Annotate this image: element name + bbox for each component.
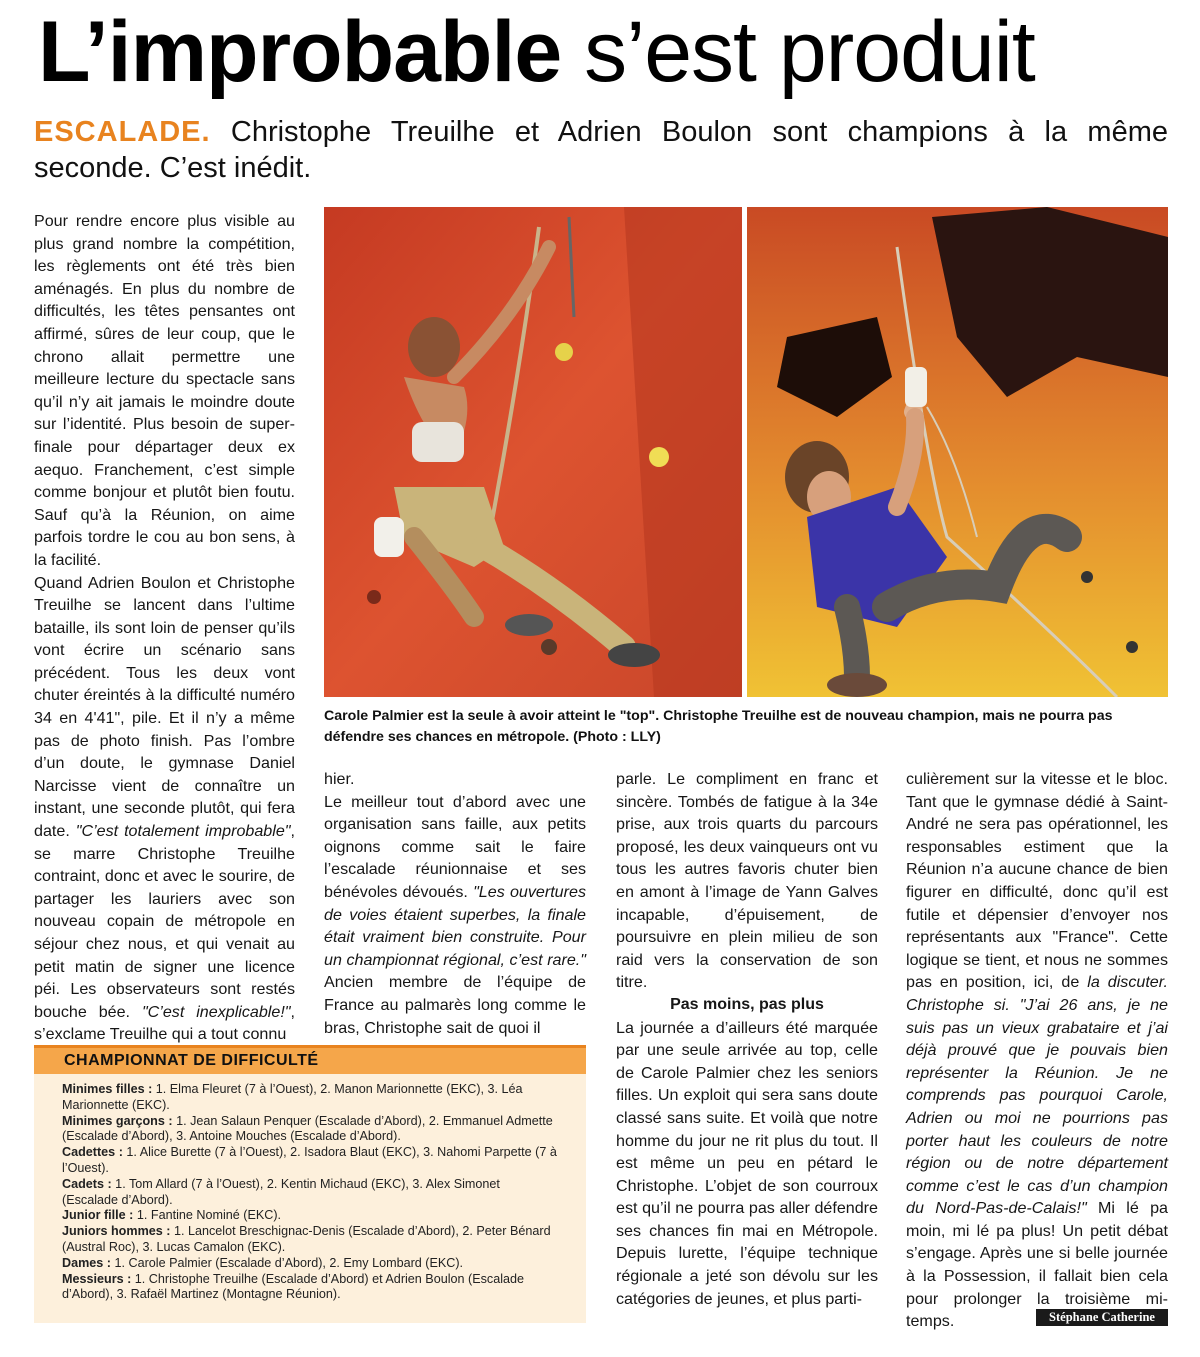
category: Minimes filles : (62, 1082, 153, 1096)
headline-strong: L’improbable (38, 4, 562, 100)
paragraph: La journée a d’ailleurs été marquée par une seule arrivée au top, celle de Carole Palmier chez les seniors filles. Un exploit qui sera sans doute classé sans suite. Et voilà que notre homme du jour ne rit plus du tout. Il est même un peu en pétard le Christophe. L’objet de son courroux est qu’il ne pourra pas aller défendre ses chances fin mai en Métropole. Depuis lurette, l’équipe technique régionale a jeté son dévolu sur les catégories de jeunes, et plus parti- (616, 1018, 878, 1308)
results-text: 1. Christophe Treuilhe (Escalade d’Abord) et Adrien Boulon (Escalade d’Abord), 3. Rafaël Martinez (Montagne Réunion). (62, 1271, 525, 1302)
category: Messieurs : (62, 1271, 132, 1286)
article-column-1 (34, 210, 295, 1046)
results-entry (62, 1224, 558, 1256)
category: Junior fille : (62, 1208, 134, 1223)
results-entry (62, 1177, 558, 1209)
headline (38, 2, 1168, 102)
text: Le meilleur tout d’abord avec une organisation sans faille, aux petits oignons comme sait le faire l’escalade réunionnaise et ses bénévoles dévoués. (324, 792, 586, 901)
results-text: 1. Tom Allard (7 à l’Ouest), 2. Kentin Michaud (EKC), 3. Alex Simonet (Escalade d’Abord). (62, 1176, 500, 1207)
category: Minimes garçons : (62, 1113, 173, 1128)
photo-carole-palmier (324, 207, 742, 697)
headline-light: s’est produit (561, 4, 1035, 100)
paragraph (324, 791, 586, 1040)
deck-kicker: ESCALADE. (34, 116, 211, 148)
category: Dames : (62, 1255, 111, 1270)
quote: la discuter. Christophe si. "J’ai 26 ans, je ne suis pas un vieux grabataire et j’ai déjà prouvé que je pouvais bien représenter la Réunion. Je ne comprends pas pourquoi Carole, Adrien ou moi ne pourrions pas porter haut les couleurs de notre région ou de notre département comme c’est le cas d’un champion du Nord-Pas-de-Calais!" (906, 973, 1168, 1218)
deck-text: Christophe Treuilhe et Adrien Boulon sont champions à la même seconde. C’est inédit. (34, 116, 1168, 184)
results-entry (62, 1145, 558, 1177)
results-list (34, 1074, 586, 1303)
quote: "C’est inexplicable!" (141, 1002, 291, 1021)
results-box (34, 1045, 586, 1323)
results-text: 1. Lancelot Breschignac-Denis (Escalade d’Abord), 2. Peter Bénard (Austral Roc), 3. Lucas Camalon (EKC). (62, 1224, 551, 1254)
climber-photo-illustration (747, 207, 1168, 697)
results-entry (62, 1082, 558, 1114)
results-text: 1. Carole Palmier (Escalade d’Abord), 2. Emy Lombard (EKC). (111, 1255, 464, 1270)
category: Cadets : (62, 1176, 112, 1191)
results-entry (62, 1114, 558, 1146)
paragraph: hier. (324, 770, 355, 788)
category: Juniors hommes : (62, 1224, 171, 1239)
photo-caption: Carole Palmier est la seule à avoir atteint le "top". Christophe Treuilhe est de nouveau champion, mais ne pourra pas défendre ses chances en métropole. (Photo : LLY) (324, 708, 1113, 745)
results-text: 1. Elma Fleuret (7 à l’Ouest), 2. Manon Marionnette (EKC), 3. Léa Marionnette (EKC). (62, 1082, 523, 1112)
text: Quand Adrien Boulon et Christophe Treuilhe se lancent dans l’ultime bataille, ils sont loin de penser qu’ils vont écrire un scénario sans précédent. Tous les deux vont chuter éreintés à la difficulté numéro 34 en 4'41", pile. Et il n’y a même pas de photo finish. Pas l’ombre d’un doute, le gymnase Daniel Narcisse vient de connaître un instant, une seconde plutôt, qui fera date. (34, 573, 295, 841)
article-column-2 (324, 768, 586, 1039)
results-entry (62, 1208, 558, 1224)
paragraph (34, 572, 295, 1046)
quote: "Les ouvertures de voies étaient superbes, la finale était vraiment bien construite. Pour un championnat régional, c’est rare." (324, 882, 586, 969)
results-text: 1. Fantine Nominé (EKC). (133, 1208, 282, 1223)
results-title: CHAMPIONNAT DE DIFFICULTÉ (34, 1048, 586, 1074)
byline: Stéphane Catherine (1036, 1309, 1168, 1326)
results-entry (62, 1272, 558, 1304)
subheading: Pas moins, pas plus (670, 995, 824, 1013)
results-text: 1. Jean Salaun Penquer (Escalade d’Abord), 2. Emmanuel Admette (Escalade d’Abord), 3. Antoine Mouches (Escalade d’Abord). (62, 1113, 553, 1144)
deck (34, 114, 1168, 186)
text: , se marre Christophe Treuilhe contraint, donc et avec le sourire, de partager les lauriers avec son nouveau copain de métropole en séjour chez nous, et qui venait au petit matin de signer une licence péi. Les observateurs sont restés bouche bée. (34, 822, 295, 1021)
quote: "C’est totalement improbable" (75, 822, 291, 841)
paragraph: parle. Le compliment en franc et sincère. Tombés de fatigue à la 34e prise, aux trois quarts du parcours proposé, les deux vainqueurs ont vu tous les autres favoris chuter bien en amont à l’image de Yann Galves incapable, d’épuisement, de poursuivre en plein milieu de son raid vers la conservation de son titre. (616, 770, 878, 992)
paragraph: Pour rendre encore plus visible au plus grand nombre la compétition, les règlements ont été très bien aménagés. En plus du nombre de difficultés, les têtes pensantes ont affirmé, sûres de leur coup, que le chrono allait permettre une meilleure lecture du spectacle sans qu’il n’y ait jamais le moindre doute sur l’identité. Plus besoin de super-finale pour départager deux ex aequo. Franchement, c’est simple comme bonjour et plutôt bien foutu. Sauf qu’à la Réunion, on aime parfois tordre le cou au bon sens, à la facilité. (34, 212, 295, 569)
paragraph (906, 768, 1168, 1333)
text: Mi lé pa moin, mi lé pa plus! Un petit débat s’engage. Après une si belle journée à la Possession, il fallait bien cela pour prolonger la troisième mi-temps. (906, 1199, 1168, 1331)
climber-photo-illustration (324, 207, 742, 697)
results-text: 1. Alice Burette (7 à l’Ouest), 2. Isadora Blaut (EKC), 3. Nahomi Parpette (7 à l’Ouest). (62, 1145, 557, 1175)
photo-christophe-treuilhe (747, 207, 1168, 697)
text: culièrement sur la vitesse et le bloc. Tant que le gymnase dédié à Saint-André ne sera pas opérationnel, les responsables estiment que la Réunion n’a aucune chance de bien figurer en difficulté, donc qu’il est futile et dépensier d’envoyer nos représentants aux "France". Cette logique se tient, et nous ne sommes pas en position, ici, de (906, 770, 1168, 992)
article-column-4 (906, 768, 1168, 1333)
category: Cadettes : (62, 1145, 123, 1160)
text: Ancien membre de l’équipe de France au palmarès long comme le bras, Christophe sait de quoi il (324, 973, 586, 1037)
text: , s’exclame Treuilhe qui a tout connu (34, 1002, 295, 1044)
article-column-3 (616, 768, 878, 1310)
results-entry (62, 1256, 558, 1272)
